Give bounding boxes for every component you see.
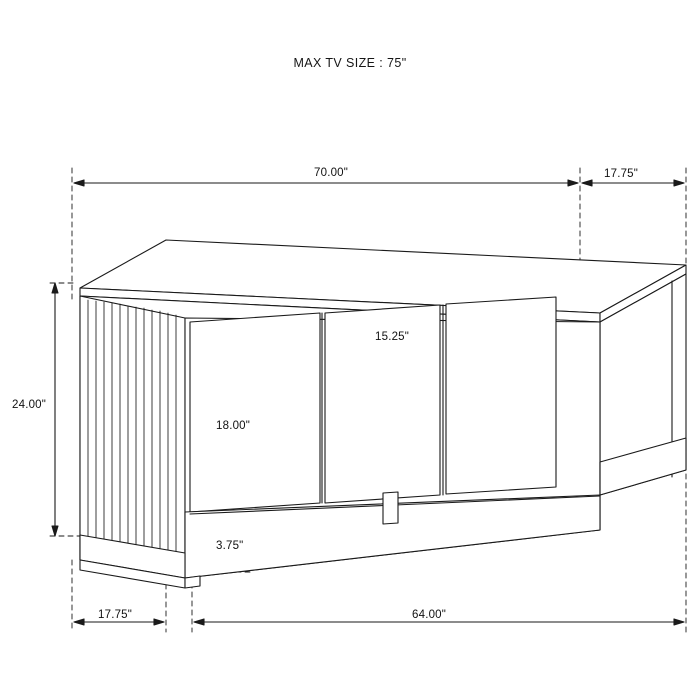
dim-label-opening-height: 18.00" (216, 420, 251, 432)
page-title: MAX TV SIZE : 75" (293, 56, 407, 70)
dim-label-width-top: 70.00" (314, 167, 349, 179)
console-body (80, 240, 686, 588)
dim-label-base-clearance: 3.75" (216, 540, 244, 552)
dim-label-door-width: 15.25" (375, 331, 410, 343)
dim-height-left (50, 283, 80, 536)
dim-width-top (74, 180, 578, 186)
dim-label-base-width: 64.00" (412, 609, 447, 621)
dim-depth-top-right (582, 180, 684, 186)
dim-label-height-left: 24.00" (12, 399, 47, 411)
dim-label-depth-bottom-left: 17.75" (98, 609, 133, 621)
dim-label-depth-top-right: 17.75" (604, 168, 639, 180)
